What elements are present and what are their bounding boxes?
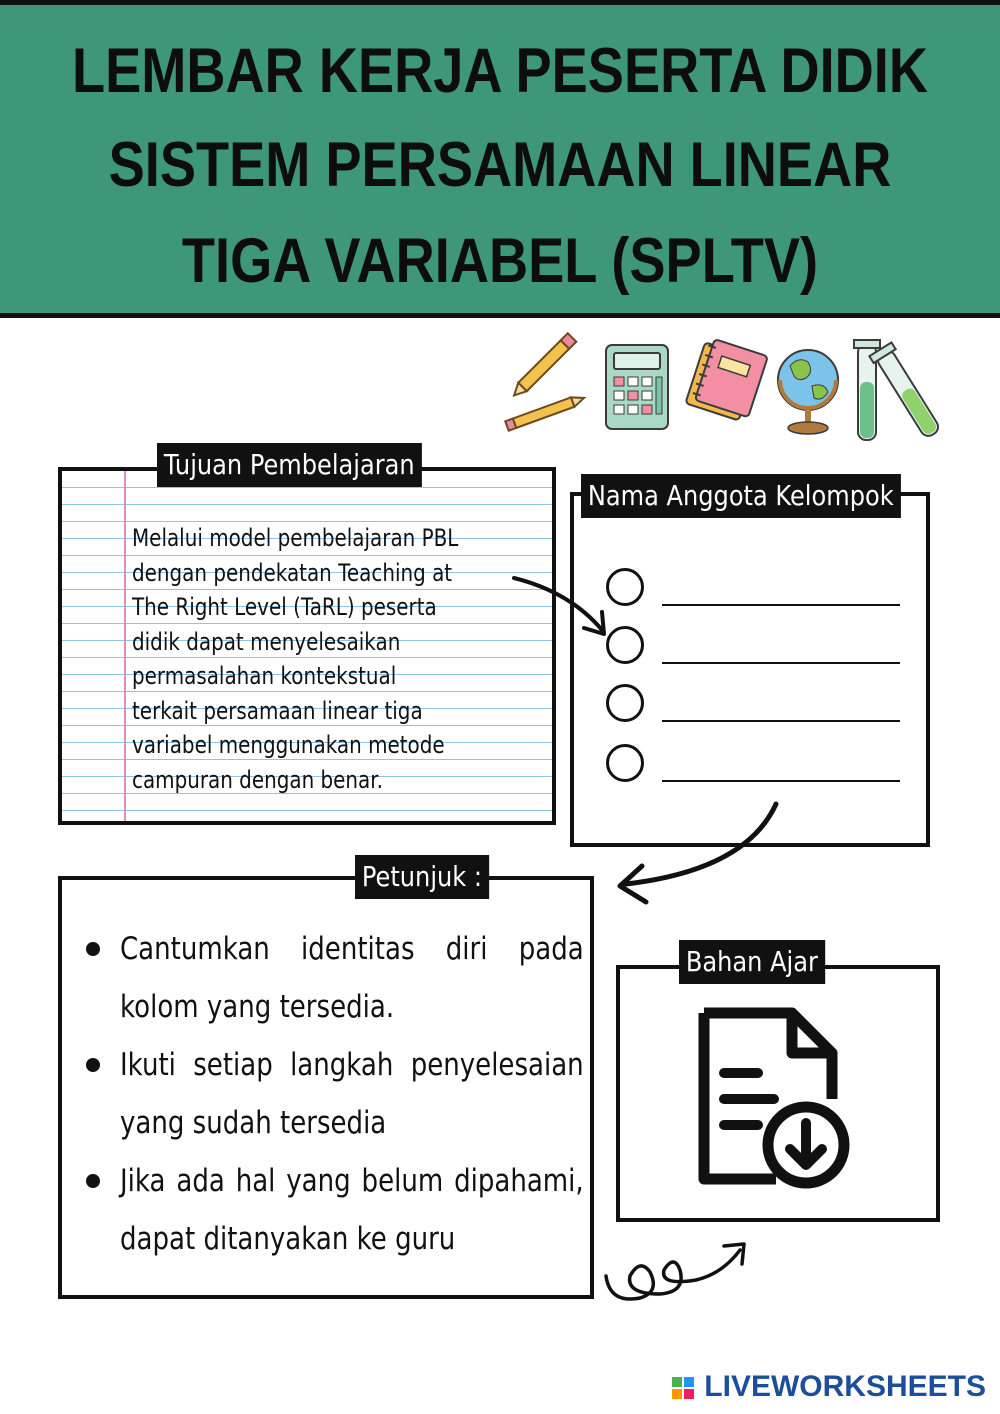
title-line-2: SISTEM PERSAMAAN LINEAR: [108, 130, 892, 200]
pencil-icon: [498, 330, 598, 430]
loop-arrow-icon: [600, 1228, 770, 1308]
group-members-box: [570, 492, 930, 847]
objective-line: variabel menggunakan metode: [132, 731, 445, 759]
objective-line: dengan pendekatan Teaching at: [132, 558, 453, 587]
logo-text: LIVEWORKSHEETS: [704, 1370, 986, 1403]
logo-mark-icon: [672, 1377, 694, 1399]
member-name-line[interactable]: [662, 780, 900, 782]
calculator-icon: [604, 343, 670, 431]
instructions-list: [82, 920, 582, 1268]
objective-line: campuran dengan benar.: [132, 765, 383, 794]
notebook-icon: [682, 337, 772, 427]
learning-objective-text: [132, 521, 530, 797]
member-checkbox[interactable]: [606, 684, 644, 722]
arrow-icon: [510, 572, 620, 642]
objective-line: Melalui model pembelajaran PBL: [132, 524, 459, 552]
objective-line: The Right Level (TaRL) peserta: [132, 593, 437, 621]
instructions-label: Petunjuk :: [355, 855, 489, 899]
bullet-icon: [86, 942, 100, 956]
document-download-icon[interactable]: [692, 1007, 862, 1187]
learning-objective-label: Tujuan Pembelajaran: [157, 443, 422, 487]
title-banner: [0, 0, 1000, 318]
objective-line: didik dapat menyelesaikan: [132, 627, 401, 656]
member-row[interactable]: [606, 684, 906, 728]
bullet-icon: [86, 1058, 100, 1072]
member-row[interactable]: [606, 568, 906, 612]
member-name-line[interactable]: [662, 604, 900, 606]
title-line-3: TIGA VARIABEL (SPLTV): [181, 226, 819, 296]
group-members-label: Nama Anggota Kelompok: [581, 474, 901, 518]
instruction-item: Cantumkan identitas diri pada kolom yang tersedia.: [82, 920, 582, 1036]
member-name-line[interactable]: [662, 662, 900, 664]
instruction-item: Ikuti setiap langkah penyelesaian yang sudah tersedia: [82, 1036, 582, 1152]
objective-line: permasalahan kontekstual: [132, 662, 397, 690]
objective-line: terkait persamaan linear tiga: [132, 696, 423, 725]
liveworksheets-logo: [672, 1370, 986, 1404]
test-tube-icon: [852, 338, 944, 448]
teaching-material-box[interactable]: [616, 965, 940, 1222]
member-row[interactable]: [606, 744, 906, 788]
teaching-material-label: Bahan Ajar: [679, 940, 825, 984]
instruction-item: Jika ada hal yang belum dipahami, dapat ditanyakan ke guru: [82, 1152, 582, 1268]
learning-objective-box: [58, 467, 556, 825]
curved-arrow-icon: [606, 800, 786, 910]
member-row[interactable]: [606, 626, 906, 670]
bullet-icon: [86, 1174, 100, 1188]
member-name-line[interactable]: [662, 720, 900, 722]
notebook-margin-line: [124, 471, 126, 821]
member-checkbox[interactable]: [606, 744, 644, 782]
title-line-1: LEMBAR KERJA PESERTA DIDIK: [72, 36, 928, 106]
globe-icon: [772, 342, 844, 438]
instructions-box: [58, 876, 594, 1299]
